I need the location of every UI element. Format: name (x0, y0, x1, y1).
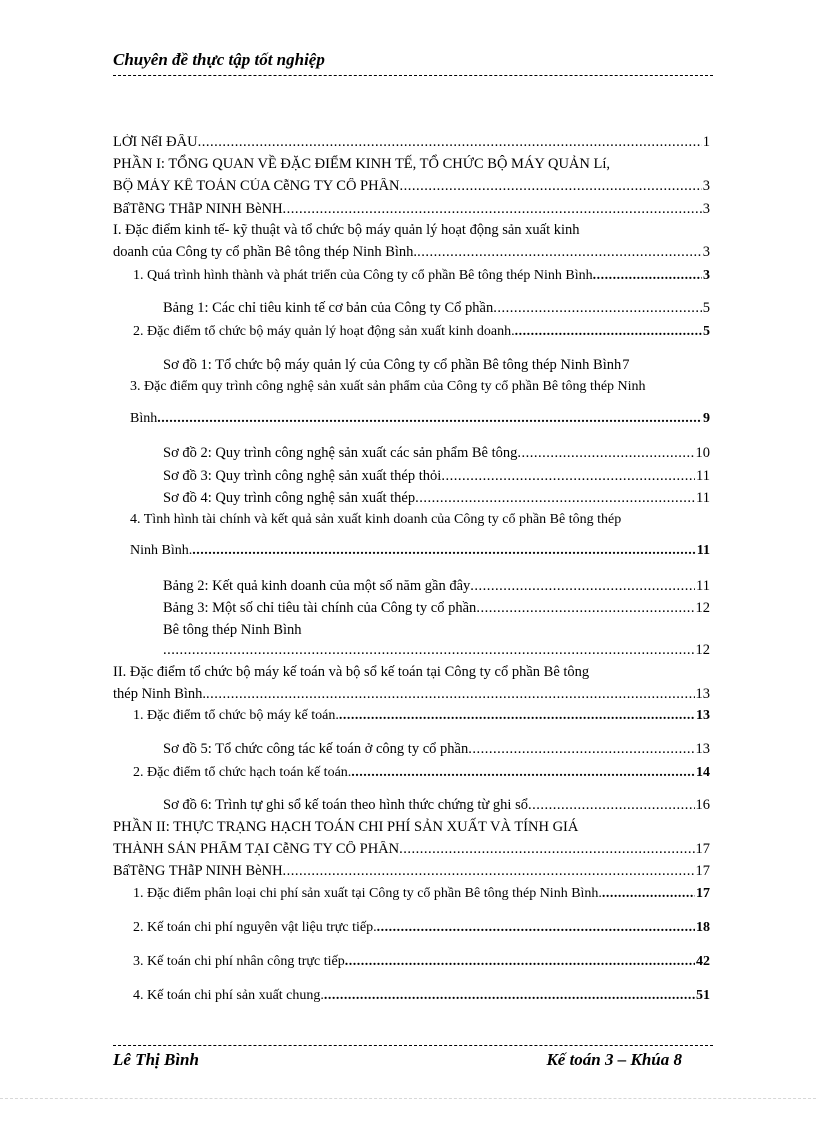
toc-entry-phan-1-line3[interactable]: BấTễNG THẫP NINH BèNH ..... 3 (113, 201, 710, 218)
toc-entry-1-4-line2[interactable]: Ninh Bình. ..... 11 (130, 543, 710, 559)
toc-entry-phan-1-line1[interactable]: PHẦN I: TỔNG QUAN VỀ ĐẶC ĐIỂM KINH TẾ, TỔ CHỨC BỘ MÁY QUẢN Lí, (113, 156, 611, 172)
toc-entry-2-1[interactable]: 1. Đặc điểm tổ chức bộ máy kế toán. ..... 13 (133, 708, 710, 724)
toc-entry-phan-1-line2[interactable]: BỘ MÁY KẾ TOÁN CỦA CễNG TY CỔ PHẦN ..... 3 (113, 178, 710, 195)
toc-entry-1-4-line1[interactable]: 4. Tình hình tài chính và kết quả sản xuất kinh doanh của Công ty cổ phần Bê tông thép (130, 512, 622, 527)
toc-entry-1-3-line1[interactable]: 3. Đặc điểm quy trình công nghệ sản xuất sản phẩm của Công ty cổ phần Bê tông thép Ninh (130, 379, 646, 394)
toc-entry-p2-3[interactable]: 3. Kế toán chi phí nhân công trực tiếp ..... 42 (133, 954, 710, 970)
toc-entry-so-do-6[interactable]: Sơ đồ 6: Trình tự ghi sổ kế toán theo hình thức chứng từ ghi sổ ..... 16 (163, 797, 710, 814)
toc-entry-1-3-line2[interactable]: Bình ..... 9 (130, 411, 710, 427)
toc-entry-so-do-4[interactable]: Sơ đồ 4: Quy trình công nghệ sản xuất thép ..... 11 (163, 490, 710, 507)
toc-entry-so-do-3[interactable]: Sơ đồ 3: Quy trình công nghệ sản xuất thép thỏi ..... 11 (163, 468, 710, 485)
toc-entry-phan-2-line1[interactable]: PHẦN II: THỰC TRẠNG HẠCH TOÁN CHI PHÍ SẢN XUẤT VÀ TÍNH GIÁ (113, 819, 579, 835)
page-edge-divider (0, 1098, 816, 1099)
toc-entry-section-1-line1[interactable]: I. Đặc điểm kinh tế- kỹ thuật và tổ chức bộ máy quản lý hoạt động sản xuất kinh (113, 222, 580, 238)
toc-entry-loi-noi-dau[interactable]: LỜI NểI ĐẦU ..... 1 (113, 134, 710, 151)
toc-entry-1-1[interactable]: 1. Quá trình hình thành và phát triển của Công ty cổ phần Bê tông thép Ninh Bình ..... 3 (133, 268, 710, 284)
toc-entry-bang-2[interactable]: Bảng 2: Kết quả kinh doanh của một số năm gần đây ..... 11 (163, 578, 710, 595)
toc-entry-section-2-line2[interactable]: thép Ninh Bình. ..... 13 (113, 686, 710, 703)
toc-entry-phan-2-line3[interactable]: BấTễNG THẫP NINH BèNH ..... 17 (113, 863, 710, 880)
toc-entry-so-do-2[interactable]: Sơ đồ 2: Quy trình công nghệ sản xuất các sản phẩm Bê tông ..... 10 (163, 445, 710, 462)
toc-entry-p2-2[interactable]: 2. Kế toán chi phí nguyên vật liệu trực tiếp. ..... 18 (133, 920, 710, 936)
toc-entry-1-2[interactable]: 2. Đặc điểm tổ chức bộ máy quản lý hoạt động sản xuất kinh doanh. ..... 5 (133, 324, 710, 340)
toc-entry-2-2[interactable]: 2. Đặc điểm tổ chức hạch toán kế toán. ..... 14 (133, 765, 710, 781)
toc-entry-section-1-line2[interactable]: doanh của Công ty cổ phần Bê tông thép Ninh Bình. ..... 3 (113, 244, 710, 261)
toc-entry-bang-3-page[interactable]: ..... 12 (163, 642, 710, 659)
footer-class: Kế toán 3 – Khúa 8 (546, 1050, 682, 1069)
toc-entry-section-2-line1[interactable]: II. Đặc điểm tổ chức bộ máy kế toán và bộ sổ kế toán tại Công ty cổ phần Bê tông (113, 664, 590, 680)
toc-entry-bang-3[interactable]: Bảng 3: Một số chỉ tiêu tài chính của Công ty cổ phần ..... 12 (163, 600, 710, 617)
footer-author: Lê Thị Bình (113, 1050, 199, 1069)
toc-entry-so-do-1[interactable]: Sơ đồ 1: Tổ chức bộ máy quản lý của Công ty cổ phần Bê tông thép Ninh Bình 7 (163, 357, 630, 373)
footer-divider (113, 1045, 713, 1046)
toc-entry-bang-3-cont[interactable]: Bê tông thép Ninh Bình (163, 622, 302, 638)
toc-entry-phan-2-line2[interactable]: THÀNH SẢN PHẨM TẠI CễNG TY CỔ PHẦN ..... 17 (113, 841, 710, 858)
toc-entry-bang-1[interactable]: Bảng 1: Các chỉ tiêu kinh tế cơ bản của Công ty Cổ phần ..... 5 (163, 300, 710, 317)
toc-entry-so-do-5[interactable]: Sơ đồ 5: Tổ chức công tác kế toán ở công ty cổ phần ..... 13 (163, 741, 710, 758)
toc-entry-p2-4[interactable]: 4. Kế toán chi phí sản xuất chung. ..... 51 (133, 988, 710, 1004)
page-header-title: Chuyên đề thực tập tốt nghiệp (113, 50, 325, 69)
toc-entry-p2-1[interactable]: 1. Đặc điểm phân loại chi phí sản xuất tại Công ty cổ phần Bê tông thép Ninh Bình. ..... 17 (133, 886, 710, 902)
